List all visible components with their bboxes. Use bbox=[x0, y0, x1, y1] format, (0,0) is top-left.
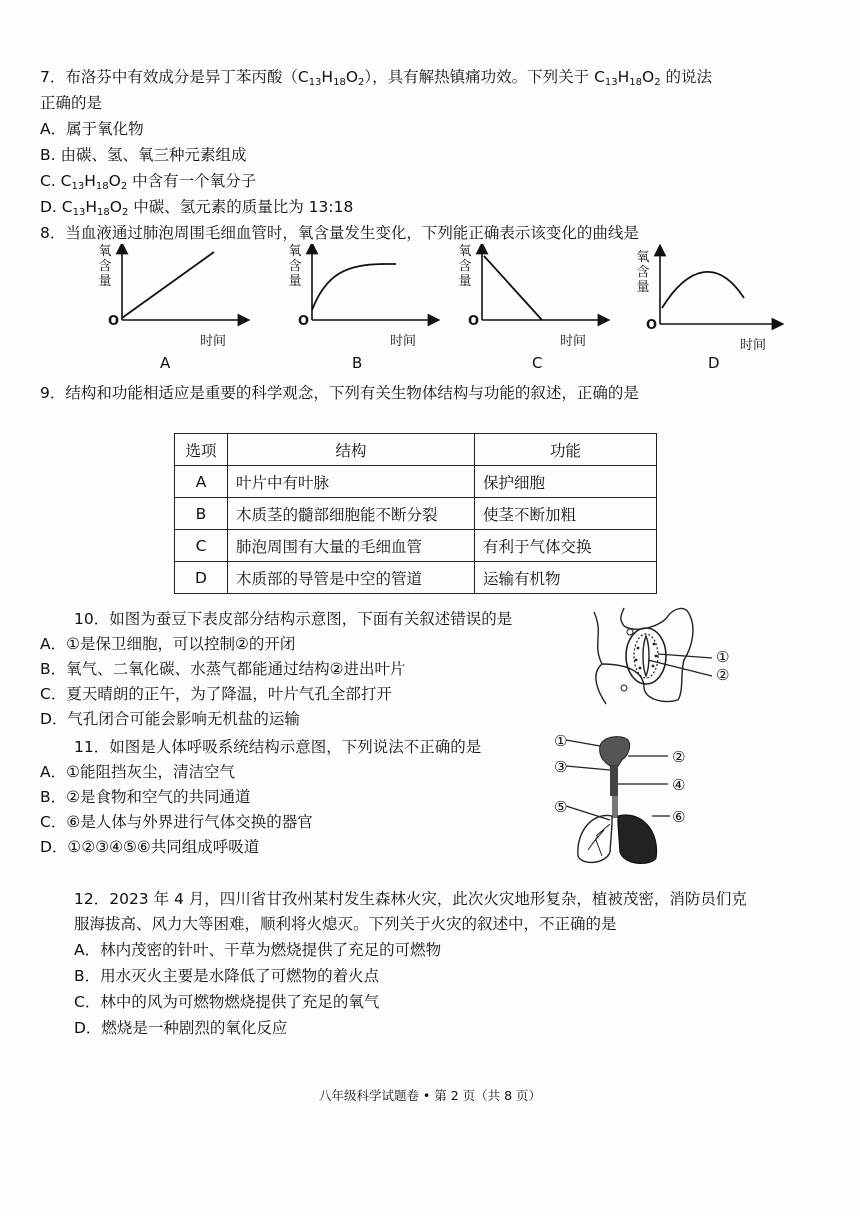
q8-graph-c bbox=[456, 244, 636, 374]
respiratory-diagram bbox=[552, 732, 712, 872]
curve-a bbox=[122, 252, 214, 318]
resp-label-4: ④ bbox=[672, 776, 686, 794]
q9-table bbox=[174, 433, 657, 594]
q8-stem: 8．当血液通过肺泡周围毛细血管时，氧含量发生变化，下列能正确表示该变化的曲线是 bbox=[40, 224, 639, 242]
resp-label-3: ③ bbox=[554, 758, 568, 776]
q7-option-c: C. $C_{13}H_{18}O_2$ 中含有一个氧分子 bbox=[40, 172, 257, 192]
table-cell: B bbox=[175, 498, 228, 530]
q10-option-a: A．①是保卫细胞，可以控制②的开闭 bbox=[40, 635, 296, 653]
stomata-diagram bbox=[584, 604, 744, 714]
table-cell: C bbox=[175, 530, 228, 562]
graph-b-svg bbox=[286, 244, 466, 374]
table-row bbox=[175, 498, 657, 530]
q11-stem: 11．如图是人体呼吸系统结构示意图，下列说法不正确的是 bbox=[74, 738, 482, 756]
origin-label: O bbox=[646, 318, 658, 333]
table-cell: 运输有机物 bbox=[475, 562, 657, 594]
resp-label-2: ② bbox=[672, 748, 686, 766]
stomata-label-2: ② bbox=[716, 666, 730, 684]
table-row bbox=[175, 466, 657, 498]
q12-option-c: C．林中的风为可燃物燃烧提供了充足的氧气 bbox=[74, 993, 380, 1011]
table-cell: 有利于气体交换 bbox=[475, 530, 657, 562]
q8-graph-d bbox=[628, 244, 808, 374]
q12-option-a: A．林内茂密的针叶、干草为燃烧提供了充足的可燃物 bbox=[74, 941, 442, 959]
y-axis-label: 氧含量 bbox=[458, 244, 472, 289]
q11-option-c: C．⑥是人体与外界进行气体交换的器官 bbox=[40, 813, 313, 831]
q12-option-d: D．燃烧是一种剧烈的氧化反应 bbox=[74, 1019, 288, 1037]
table-cell: 使茎不断加粗 bbox=[475, 498, 657, 530]
origin-label: O bbox=[108, 314, 120, 329]
table-header-row bbox=[175, 434, 657, 466]
q8-graph-a bbox=[96, 244, 276, 374]
origin-label: O bbox=[298, 314, 310, 329]
y-axis-label: 氧含量 bbox=[98, 244, 112, 289]
q11-option-b: B．②是食物和空气的共同通道 bbox=[40, 788, 251, 806]
x-axis-label: 时间 bbox=[390, 334, 417, 349]
q11-option-d: D．①②③④⑤⑥共同组成呼吸道 bbox=[40, 838, 260, 856]
resp-label-5: ⑤ bbox=[554, 798, 568, 816]
x-axis-label: 时间 bbox=[200, 334, 227, 349]
q9-stem: 9．结构和功能相适应是重要的科学观念，下列有关生物体结构与功能的叙述，正确的是 bbox=[40, 384, 639, 402]
y-axis-label: 氧含量 bbox=[636, 250, 650, 295]
x-axis-label: 时间 bbox=[560, 334, 587, 349]
table-cell: 木质茎的髓部细胞能不断分裂 bbox=[228, 498, 475, 530]
table-cell: 肺泡周围有大量的毛细血管 bbox=[228, 530, 475, 562]
graph-label-d: D bbox=[708, 354, 720, 372]
q7-stem: 7．布洛芬中有效成分是异丁苯丙酸$(C_{13}H_{18}O_2)$，具有解热镇痛功效。下列关于 $C_{13}H_{18}O_2$ 的说法 bbox=[40, 68, 713, 88]
table-cell: D bbox=[175, 562, 228, 594]
q7-option-a: A．属于氧化物 bbox=[40, 120, 144, 138]
page-footer: 八年级科学试题卷 • 第 2 页（共 8 页） bbox=[318, 1088, 542, 1103]
graph-c-svg bbox=[456, 244, 636, 374]
q7-stem-line2: 正确的是 bbox=[40, 94, 103, 112]
graph-a-svg bbox=[96, 244, 276, 374]
table-header: 功能 bbox=[475, 434, 657, 466]
curve-d bbox=[662, 272, 744, 308]
y-axis-label: 氧含量 bbox=[288, 244, 302, 289]
x-axis-label: 时间 bbox=[740, 338, 767, 353]
respiratory-svg bbox=[552, 732, 712, 872]
table-header: 选项 bbox=[175, 434, 228, 466]
q8-graph-b bbox=[286, 244, 466, 374]
q12-option-b: B．用水灭火主要是水降低了可燃物的着火点 bbox=[74, 967, 380, 985]
q10-option-c: C．夏天晴朗的正午，为了降温，叶片气孔全部打开 bbox=[40, 685, 392, 703]
curve-b bbox=[312, 264, 396, 310]
q10-option-b: B．氧气、二氧化碳、水蒸气都能通过结构②进出叶片 bbox=[40, 660, 406, 678]
curve-c bbox=[484, 256, 542, 320]
graph-label-c: C bbox=[532, 354, 543, 372]
table-cell: 保护细胞 bbox=[475, 466, 657, 498]
q7-option-d: D. $C_{13}H_{18}O_2$ 中碳、氢元素的质量比为 13:18 bbox=[40, 198, 354, 218]
q7-option-b: B. 由碳、氢、氧三种元素组成 bbox=[40, 146, 247, 164]
q10-option-d: D．气孔闭合可能会影响无机盐的运输 bbox=[40, 710, 300, 728]
resp-label-6: ⑥ bbox=[672, 808, 686, 826]
q12-stem-line1: 12．2023 年 4 月，四川省甘孜州某村发生森林火灾，此次火灾地形复杂，植被茂密，消防员们克 bbox=[74, 890, 747, 908]
table-cell: A bbox=[175, 466, 228, 498]
table-cell: 叶片中有叶脉 bbox=[228, 466, 475, 498]
table-header: 结构 bbox=[228, 434, 475, 466]
table-row bbox=[175, 530, 657, 562]
stomata-label-1: ① bbox=[716, 648, 730, 666]
graph-label-a: A bbox=[160, 354, 171, 372]
q11-option-a: A．①能阻挡灰尘，清洁空气 bbox=[40, 763, 235, 781]
q12-stem-line2: 服海拔高、风力大等困难，顺利将火熄灭。下列关于火灾的叙述中，不正确的是 bbox=[74, 915, 617, 933]
table-row bbox=[175, 562, 657, 594]
origin-label: O bbox=[468, 314, 480, 329]
resp-label-1: ① bbox=[554, 732, 568, 750]
q10-stem: 10．如图为蚕豆下表皮部分结构示意图，下面有关叙述错误的是 bbox=[74, 610, 513, 628]
table-cell: 木质部的导管是中空的管道 bbox=[228, 562, 475, 594]
graph-label-b: B bbox=[352, 354, 363, 372]
